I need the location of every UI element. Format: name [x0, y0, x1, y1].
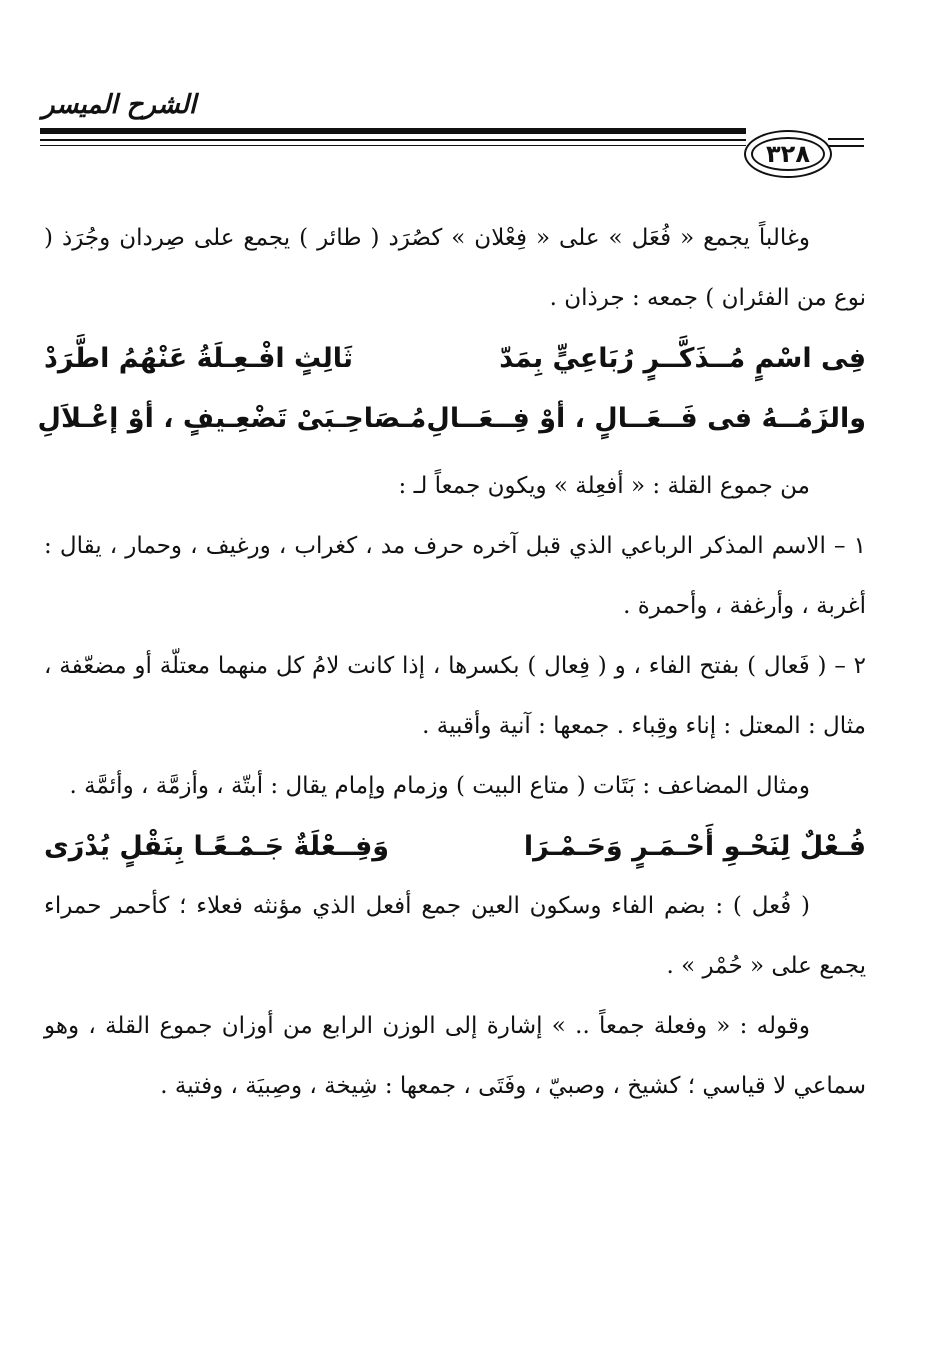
header-rule-thick — [40, 128, 746, 134]
page-body — [37, 208, 866, 1116]
paragraph: وغالباً يجمع « فُعَل » على « فِعْلان » كصُرَد ( طائر ) يجمع على صِردان وجُرَذ ( نوع من الفئران ) جمعه : جرذان . — [44, 225, 866, 311]
verse-line — [44, 816, 866, 876]
verse-hemistich: ثَالِثٍ افْـعِـلَةُ عَنْهُمُ اطَّرَدْ — [44, 342, 354, 374]
paragraph: ومثال المضاعف : بَتَات ( متاع البيت ) وزمام وإمام يقال : أبتّة ، وأزمَّة ، وأئمَّة . — [69, 773, 810, 799]
verse-line — [37, 388, 866, 448]
page-header — [40, 90, 864, 190]
paragraph: ( فُعل ) : بضم الفاء وسكون العين جمع أفعل الذي مؤنثه فعلاء ؛ كأحمر حمراء يجمع على « حُمْر » . — [44, 893, 866, 979]
header-rule-tail — [828, 138, 864, 140]
verse-line — [44, 328, 866, 388]
page-number-badge — [744, 130, 832, 178]
verse-hemistich: فِى اسْمٍ مُــذَكَّــرٍ رُبَاعِيٍّ بِمَدّ — [499, 342, 866, 374]
list-item: ١ – الاسم المذكر الرباعي الذي قبل آخره حرف مد ، كغراب ، ورغيف ، وحمار ، يقال : أغربة ، وأرغفة ، وأحمرة . — [44, 533, 866, 619]
verse-hemistich: مُـصَاحِـبَىْ تَضْعِـيفٍ ، أوْ إعْـلاَلِ — [37, 402, 427, 434]
header-rule-tail — [828, 145, 864, 147]
paragraph: وقوله : « وفعلة جمعاً .. » إشارة إلى الوزن الرابع من أوزان جموع القلة ، وهو سماعي لا قياسي ؛ كشيخ ، وصبيّ ، وفَتَى ، جمعها : شِيخة ، وصِبيَة ، وفتية . — [44, 1013, 866, 1099]
header-rule-middle — [40, 139, 746, 141]
verse-hemistich: فُـعْلٌ لِنَحْـوِ أَحْـمَـرٍ وَحَـمْـرَا — [523, 830, 866, 862]
header-rule-thin — [40, 145, 746, 146]
page-number: ٣٢٨ — [766, 140, 810, 168]
paragraph: من جموع القلة : « أفعِلة » ويكون جمعاً لـ : — [398, 473, 810, 499]
running-title: الشرح الميسر — [42, 90, 197, 120]
verse-hemistich: وَفِــعْلَةٌ جَـمْـعًـا بِنَقْلٍ يُدْرَى — [44, 830, 390, 862]
verse-hemistich: والزَمُــهُ فى فَــعَــالٍ ، أوْ فِــعَــالِ — [426, 402, 866, 434]
list-item: ٢ – ( فَعال ) بفتح الفاء ، و ( فِعال ) بكسرها ، إذا كانت لامُ كل منهما معتلّة أو مضعّفة ، مثال : المعتل : إناء وقِباء . جمعها : آنية وأقبية . — [44, 653, 866, 739]
